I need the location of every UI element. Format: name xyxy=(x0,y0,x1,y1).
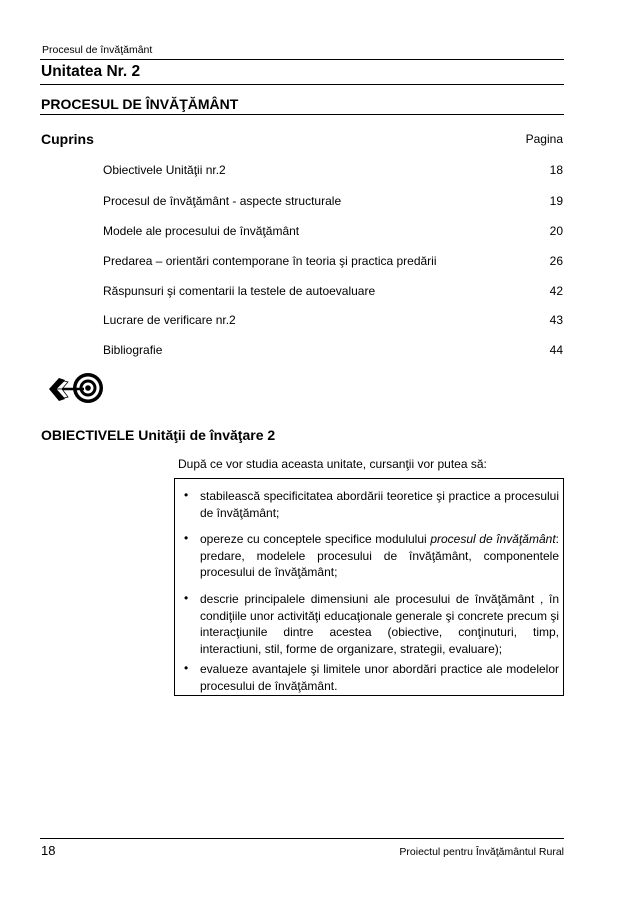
toc-entry[interactable] xyxy=(103,254,563,268)
toc-entry[interactable] xyxy=(103,163,563,177)
objectives-intro: După ce vor studia aceasta unitate, cursanţii vor putea să: xyxy=(178,457,487,471)
bullet-icon: • xyxy=(184,661,189,675)
toc-entry-label: Predarea – orientări contemporane în teoria şi practica predării xyxy=(103,254,437,268)
section-title-rule xyxy=(40,114,564,115)
section-title: PROCESUL DE ÎNVĂŢĂMÂNT xyxy=(41,96,239,112)
unit-title: Unitatea Nr. 2 xyxy=(41,63,141,80)
toc-entry[interactable] xyxy=(103,343,563,357)
toc-entry[interactable] xyxy=(103,224,563,238)
running-header: Procesul de învăţământ xyxy=(42,44,153,56)
toc-entry-label: Răspunsuri şi comentarii la testele de autoevaluare xyxy=(103,284,376,298)
toc-entry-label: Obiectivele Unităţii nr.2 xyxy=(103,163,226,177)
toc-entry[interactable] xyxy=(103,194,563,208)
footer-title: Proiectul pentru Învăţământul Rural xyxy=(399,846,564,858)
toc-entry-label: Bibliografie xyxy=(103,343,163,357)
toc-heading: Cuprins xyxy=(41,131,94,147)
bullet-icon: • xyxy=(184,531,189,545)
bullet-icon: • xyxy=(184,591,189,605)
toc-entry-page: 20 xyxy=(549,224,563,238)
objective-text: evalueze avantajele şi limitele unor abordări practice ale modelelor procesului de învăţământ. xyxy=(200,662,559,693)
header-rule xyxy=(40,59,564,60)
toc-entry[interactable] xyxy=(103,284,563,298)
objectives-title: OBIECTIVELE Unităţii de învăţare 2 xyxy=(41,427,276,443)
toc-entry-label: Lucrare de verificare nr.2 xyxy=(103,313,236,327)
module-name: procesul de învăţământ xyxy=(430,532,556,546)
footer-rule xyxy=(40,838,564,839)
unit-title-rule xyxy=(40,84,564,85)
toc-entry-page: 19 xyxy=(549,194,563,208)
toc-entry-page: 18 xyxy=(549,163,563,177)
toc-entry[interactable] xyxy=(103,313,563,327)
objective-text: opereze cu conceptele specifice modulului procesul de învăţământ: predare, modelele procesului de învăţământ, componentele procesului de învăţământ; xyxy=(200,532,559,579)
toc-page-heading: Pagina xyxy=(525,132,563,146)
objective-text: descrie principalele dimensiuni ale procesului de învăţământ , în condiţiile unor activităţi educaţionale generale şi concrete precum şi interacţiunile dintre acestea (obiective, conţinuturi, timp, interactiuni, stil, forme de organizare, strategii, evaluare); xyxy=(200,592,559,656)
toc-entry-page: 26 xyxy=(549,254,563,268)
objectives-box xyxy=(174,478,564,696)
toc-entry-page: 43 xyxy=(549,313,563,327)
target-arrow-icon xyxy=(46,370,104,412)
toc-entry-page: 42 xyxy=(549,284,563,298)
toc-entry-page: 44 xyxy=(549,343,563,357)
objective-text: stabilească specificitatea abordării teoretice şi practice a procesului de învăţământ; xyxy=(200,489,559,520)
toc-entry-label: Procesul de învăţământ - aspecte structurale xyxy=(103,194,342,208)
toc-entry-label: Modele ale procesului de învăţământ xyxy=(103,224,300,238)
bullet-icon: • xyxy=(184,488,189,502)
page-number: 18 xyxy=(41,843,56,858)
